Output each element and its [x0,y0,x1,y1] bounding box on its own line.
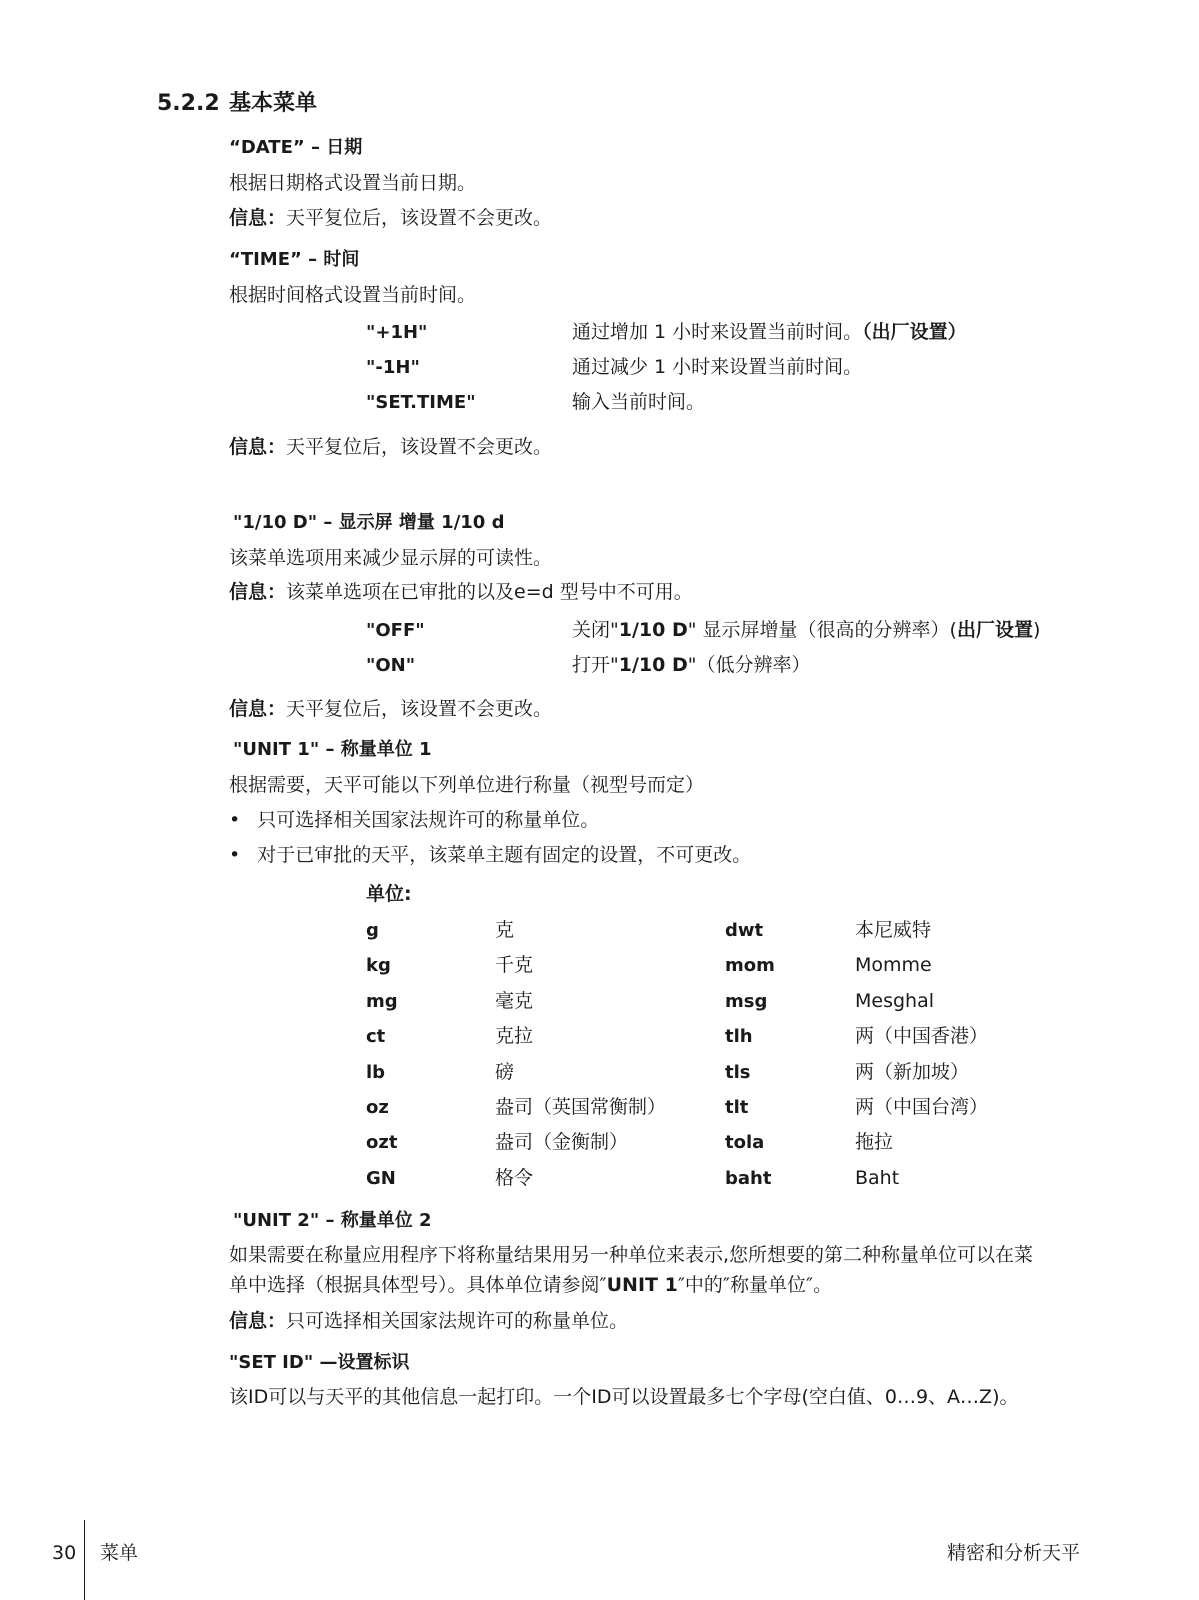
unit-name: 克 [495,919,515,941]
unit-name: 本尼威特 [855,919,932,941]
unit2-info [229,1312,628,1331]
bullet-icon: • [229,844,241,866]
time-option-text: 通过减少 1 小时来设置当前时间。 [572,356,863,378]
desc-text: ″中的″称量单位″。 [677,1274,833,1296]
time-option-key: "-1H" [366,357,420,378]
info-label: 信息： [229,436,287,458]
tenth-d-info [229,583,693,602]
unit-name: 两（中国台湾） [855,1096,989,1118]
unit-symbol: msg [725,991,768,1012]
unit-symbol: baht [725,1168,772,1189]
footer-divider [84,1520,85,1600]
unit-name: 两（新加坡） [855,1061,970,1083]
unit1-heading: "UNIT 1" – 称量单位 1 [233,739,432,760]
unit1-description: 根据需要，天平可能以下列单位进行称量（视型号而定） [229,774,705,796]
unit-symbol: ozt [366,1132,398,1153]
unit-name: 拖拉 [855,1131,894,1153]
unit-name: 两（中国香港） [855,1025,989,1047]
unit-symbol: oz [366,1097,389,1118]
section-title: 基本菜单 [229,91,318,116]
unit-symbol: mom [725,955,775,976]
unit2-heading: "UNIT 2" – 称量单位 2 [233,1210,432,1231]
tenth-d-info [229,700,552,719]
tenth-d-option-text [572,656,811,675]
option-text: ) [1032,619,1041,641]
unit-symbol: mg [366,991,398,1012]
section-number: 5.2.2 [157,91,220,116]
unit-name: Baht [855,1167,900,1189]
info-label: 信息： [229,1310,287,1332]
unit-name: 磅 [495,1061,515,1083]
time-heading: “TIME” – 时间 [229,249,360,270]
unit-name: 克拉 [495,1025,534,1047]
unit-name: Mesghal [855,990,935,1012]
unit-symbol: tls [725,1062,751,1083]
option-text: " 显示屏增量（很高的分辨率）( [687,619,957,641]
date-info [229,209,552,228]
time-description: 根据时间格式设置当前时间。 [229,284,477,306]
bullet-text: 只可选择相关国家法规许可的称量单位。 [257,809,600,831]
unit-name: 盎司（英国常衡制） [495,1096,667,1118]
bullet-icon: • [229,809,241,831]
time-option-key: "+1H" [366,322,428,343]
tenth-d-description: 该菜单选项用来减少显示屏的可读性。 [229,547,553,569]
info-label: 信息： [229,581,287,603]
tenth-d-option-key: "ON" [366,655,416,676]
unit-symbol: GN [366,1168,396,1189]
option-bold: 1/10 D [618,654,688,676]
option-bold: 1/10 D [618,619,688,641]
option-text: "（低分辨率） [687,654,811,676]
unit-name: 毫克 [495,990,534,1012]
units-table-label: 单位: [366,883,412,905]
option-text: 打开" [572,654,619,676]
info-text: 天平复位后，该设置不会更改。 [286,436,553,458]
unit-symbol: tlh [725,1026,753,1047]
option-factory-setting: （出厂设置） [862,321,967,343]
unit-symbol: dwt [725,920,764,941]
info-label: 信息： [229,207,287,229]
unit-symbol: ct [366,1026,386,1047]
time-option-text: 输入当前时间。 [572,391,706,413]
unit-name: Momme [855,954,932,976]
unit-symbol: g [366,920,379,941]
bullet-text: 对于已审批的天平，该菜单主题有固定的设置，不可更改。 [257,844,752,866]
date-heading: “DATE” – 日期 [229,137,363,158]
info-text: 天平复位后，该设置不会更改。 [286,207,553,229]
unit-name: 格令 [495,1167,534,1189]
unit-name: 千克 [495,954,534,976]
setid-description: 该ID可以与天平的其他信息一起打印。一个ID可以设置最多七个字母(空白值、0…9、A…Z)。 [229,1386,1019,1408]
time-option-key: "SET.TIME" [366,392,476,413]
desc-bold: UNIT 1 [606,1274,678,1296]
option-text: 关闭" [572,619,619,641]
info-text: 只可选择相关国家法规许可的称量单位。 [286,1310,629,1332]
unit-symbol: tola [725,1132,765,1153]
setid-heading: "SET ID" —设置标识 [229,1352,410,1373]
unit1-bullet [229,846,751,865]
info-label: 信息： [229,698,287,720]
info-text: 天平复位后，该设置不会更改。 [286,698,553,720]
unit2-description-line1: 如果需要在称量应用程序下将称量结果用另一种单位来表示,您所想要的第二种称量单位可以在菜 [229,1244,1034,1266]
footer-chapter: 菜单 [100,1542,139,1564]
date-description: 根据日期格式设置当前日期。 [229,172,477,194]
unit-symbol: tlt [725,1097,749,1118]
page-number: 30 [52,1542,77,1564]
unit-name: 盎司（金衡制） [495,1131,629,1153]
unit2-description-line2 [229,1276,832,1295]
option-factory-setting: 出厂设置 [956,619,1033,641]
tenth-d-option-text [572,621,1040,640]
option-text: 通过增加 1 小时来设置当前时间。 [572,321,863,343]
time-info [229,438,552,457]
footer-product: 精密和分析天平 [947,1542,1081,1564]
time-option-text [572,323,967,342]
tenth-d-option-key: "OFF" [366,620,425,641]
info-text: 该菜单选项在已审批的以及e=d 型号中不可用。 [286,581,693,603]
unit-symbol: lb [366,1062,386,1083]
tenth-d-heading: "1/10 D" – 显示屏 增量 1/10 d [233,512,505,533]
unit-symbol: kg [366,955,391,976]
unit1-bullet [229,811,599,830]
desc-text: 单中选择（根据具体型号）。具体单位请参阅″ [229,1274,607,1296]
